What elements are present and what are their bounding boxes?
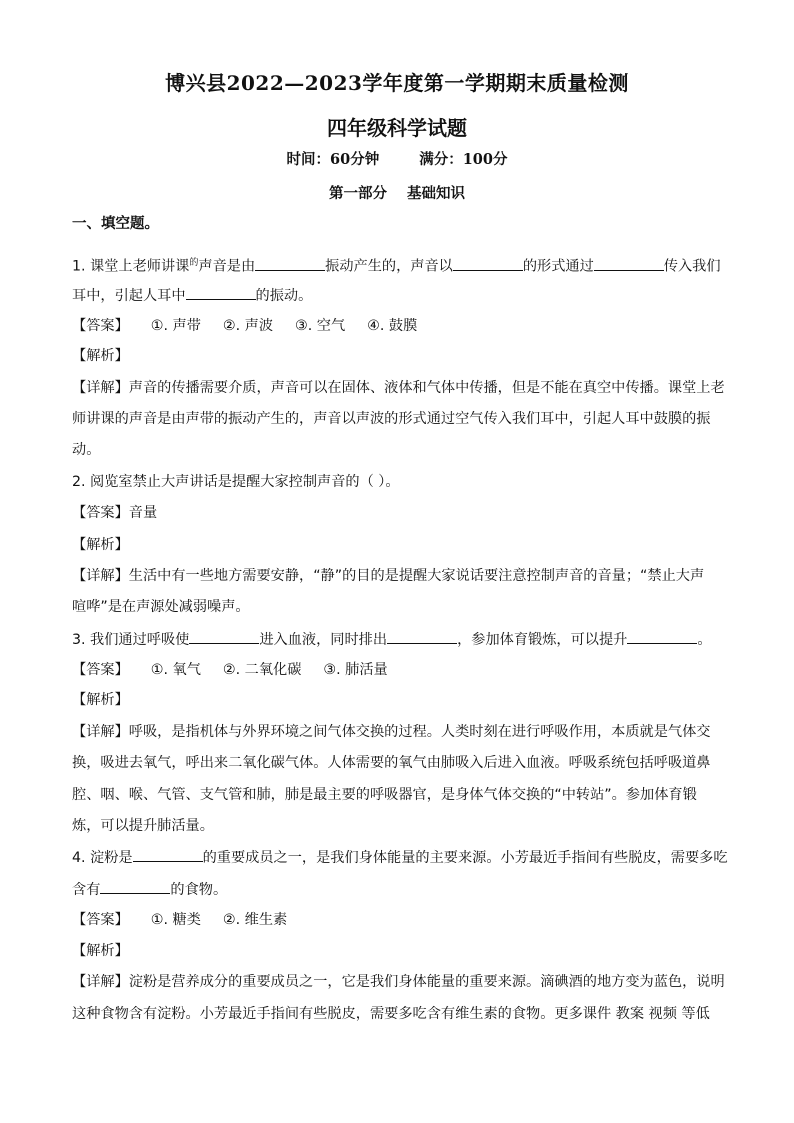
q1-line-1: 1. 课堂上老师讲课$^的$声音是由 振动产生的，声音以 的形式通过 传入我们 [72, 253, 721, 277]
q2-text: 2. 阅览室禁止大声讲话是提醒大家控制声音的（ ）。 [72, 474, 400, 490]
answer-blank [100, 879, 170, 894]
q3-text: 3. 我们通过呼吸使 进入血液，同时排出 ，参加体育锻炼，可以提升 。 [72, 629, 712, 650]
q3-analysis: 【解析】 [72, 692, 129, 708]
q1-detail-1: 【详解】声音的传播需要介质，声音可以在固体、液体和气体中传播，但是不能在真空中传播。课堂上老 [72, 380, 725, 396]
answer-blank [594, 256, 664, 271]
q4-detail-1: 【详解】淀粉是营养成分的重要成员之一，它是我们身体能量的重要来源。滴碘酒的地方变为蓝色，说明 [72, 974, 725, 990]
exam-title: 博兴县2022—2023学年度第一学期期末质量检测 [165, 71, 629, 95]
q2-detail-1: 【详解】生活中有一些地方需要安静，“静”的目的是提醒大家说话要注意控制声音的音量；“禁止大声 [72, 568, 705, 584]
q4-line-1: 4. 淀粉是 的重要成员之一，是我们身体能量的主要来源。小芳最近手指间有些脱皮，需要多吃 [72, 847, 728, 868]
q1-line-2: 耳中，引起人耳中 的振动。 [72, 285, 312, 306]
q2-answer: 【答案】音量 [72, 505, 158, 521]
exam-subtitle: 四年级科学试题 [327, 116, 467, 140]
answer-blank [627, 629, 697, 644]
q3-answer: 【答案】 ①. 氧气 ②. 二氧化碳 ③. 肺活量 [72, 662, 388, 678]
q3-detail-2: 换，吸进去氧气，呼出来二氧化碳气体。人体需要的氧气由肺吸入后进入血液。呼吸系统包括呼吸道鼻 [72, 755, 711, 771]
q2-detail-2: 喧哗”是在声源处减弱噪声。 [72, 599, 250, 615]
q1-analysis: 【解析】 [72, 348, 129, 364]
q4-line-2: 含有 的食物。 [72, 879, 227, 900]
q1-detail-3: 动。 [72, 442, 101, 458]
q1-detail-2: 师讲课的声音是由声带的振动产生的，声音以声波的形式通过空气传入我们耳中，引起人耳中鼓膜的振 [72, 411, 711, 427]
answer-blank [189, 629, 259, 644]
answer-blank [453, 256, 523, 271]
answer-blank [387, 629, 457, 644]
part-number: 第一部分 [329, 185, 387, 202]
q4-answer: 【答案】 ①. 糖类 ②. 维生素 [72, 912, 288, 928]
q4-analysis: 【解析】 [72, 943, 129, 959]
exam-score: 满分：100分 [419, 151, 508, 168]
q3-detail-3: 腔、咽、喉、气管、支气管和肺，肺是最主要的呼吸器官，是身体气体交换的“中转站”。参加体育锻 [72, 787, 697, 803]
q4-detail-2: 这种食物含有淀粉。小芳最近手指间有些脱皮，需要多吃含有维生素的食物。更多课件 教案 视频 等低 [72, 1006, 710, 1022]
answer-blank [255, 256, 325, 271]
part-name: 基础知识 [407, 185, 465, 202]
q1-answer: 【答案】 ①. 声带 ②. 声波 ③. 空气 ④. 鼓膜 [72, 318, 418, 334]
answer-blank [186, 285, 256, 300]
q3-detail-4: 炼，可以提升肺活量。 [72, 818, 214, 834]
q3-detail-1: 【详解】呼吸，是指机体与外界环境之间气体交换的过程。人类时刻在进行呼吸作用，本质就是气体交 [72, 724, 711, 740]
section-title: 一、填空题。 [72, 215, 159, 232]
exam-time: 时间：60分钟 [286, 151, 380, 168]
answer-blank [133, 847, 203, 862]
exam-info [0, 148, 794, 169]
q2-analysis: 【解析】 [72, 537, 129, 553]
part-heading [0, 182, 794, 203]
